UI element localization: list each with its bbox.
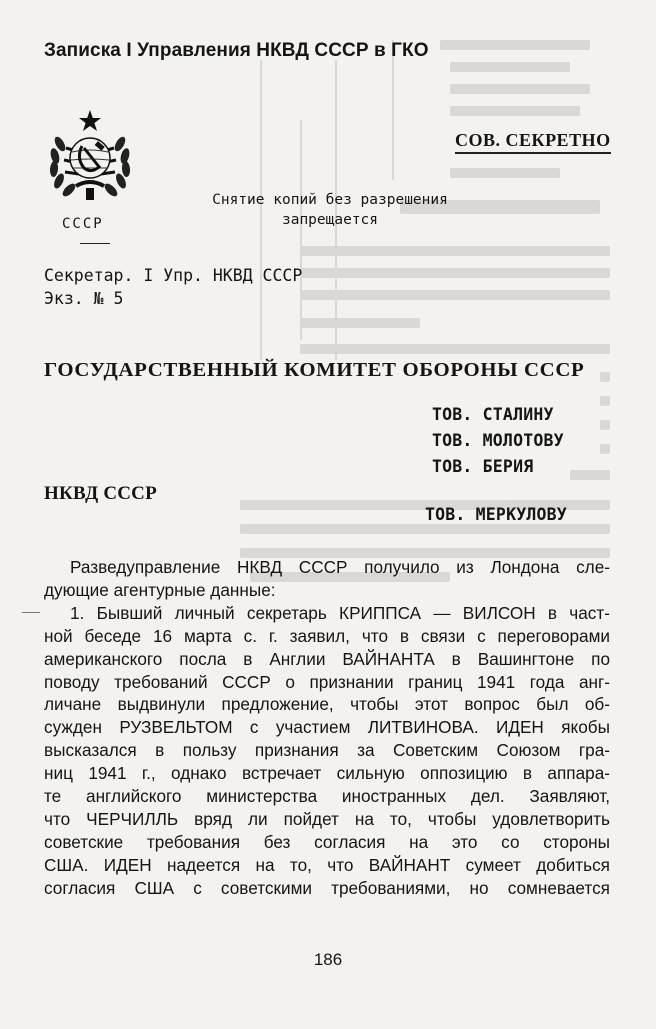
text-line: США. ИДЕН надеется на то, что ВАЙНАНТ сумеет добиться	[44, 854, 610, 875]
copy-number: Экз. № 5	[44, 289, 124, 308]
text-line: Разведуправление НКВД СССР получило из Лондона сле-	[70, 557, 610, 577]
text-line: ной беседе 16 марта с. г. заявил, что в связи с переговорами	[44, 625, 610, 646]
addressee: ТОВ. МЕРКУЛОВУ	[425, 505, 567, 524]
text-line: 1. Бывший личный секретарь КРИППСА — ВИЛСОН в част-	[70, 602, 610, 623]
margin-mark	[22, 612, 40, 613]
sender-line: Секретар. I Упр. НКВД СССР	[44, 266, 303, 285]
running-head: Записка I Управления НКВД СССР в ГКО	[44, 40, 429, 61]
text-line: что ЧЕРЧИЛЛЬ вряд ли пойдет на то, чтобы удовлетворить	[44, 808, 610, 829]
copy-warning	[160, 190, 500, 230]
emblem-rule	[80, 243, 110, 244]
committee-heading: ГОСУДАРСТВЕННЫЙ КОМИТЕТ ОБОРОНЫ СССР	[44, 359, 585, 381]
classification-stamp: СОВ. СЕКРЕТНО	[455, 130, 611, 154]
text-line: высказался в пользу признания за Советским Союзом гра-	[44, 740, 610, 761]
text-line: ниц 1941 г., однако встречает сильную оппозицию в аппара-	[44, 763, 610, 784]
body-text	[44, 556, 610, 900]
text-line: согласия США с советскими требованиями, но сомневается	[44, 877, 610, 898]
copy-warning-line: запрещается	[281, 212, 379, 228]
paragraph-item-1	[44, 602, 610, 900]
text-line: американского посла в Англии ВАЙНАНТА в Вашингтоне по	[44, 648, 610, 669]
text-line: дующие агентурные данные:	[44, 579, 276, 600]
ussr-emblem-icon	[46, 108, 134, 203]
emblem-label: СССР	[62, 216, 104, 232]
nkvd-label: НКВД СССР	[44, 483, 157, 504]
text-line: личане выдвинули предложение, чтобы этот вопрос был об-	[44, 694, 610, 715]
addressee: ТОВ. БЕРИЯ	[432, 457, 534, 476]
copy-warning-line: Снятие копий без разрешения	[212, 192, 448, 208]
addressee: ТОВ. МОЛОТОВУ	[432, 431, 564, 450]
text-line: поводу требований СССР о признании границ 1941 года анг-	[44, 671, 610, 692]
page-number: 186	[313, 950, 343, 969]
paragraph-intro	[44, 556, 610, 602]
text-line: советские требования без согласия на это со стороны	[44, 831, 610, 852]
text-line: те английского министерства иностранных дел. Заявляют,	[44, 786, 610, 807]
text-line: сужден РУЗВЕЛЬТОМ с участием ЛИТВИНОВА. ИДЕН якобы	[44, 717, 610, 738]
addressee: ТОВ. СТАЛИНУ	[432, 405, 554, 424]
